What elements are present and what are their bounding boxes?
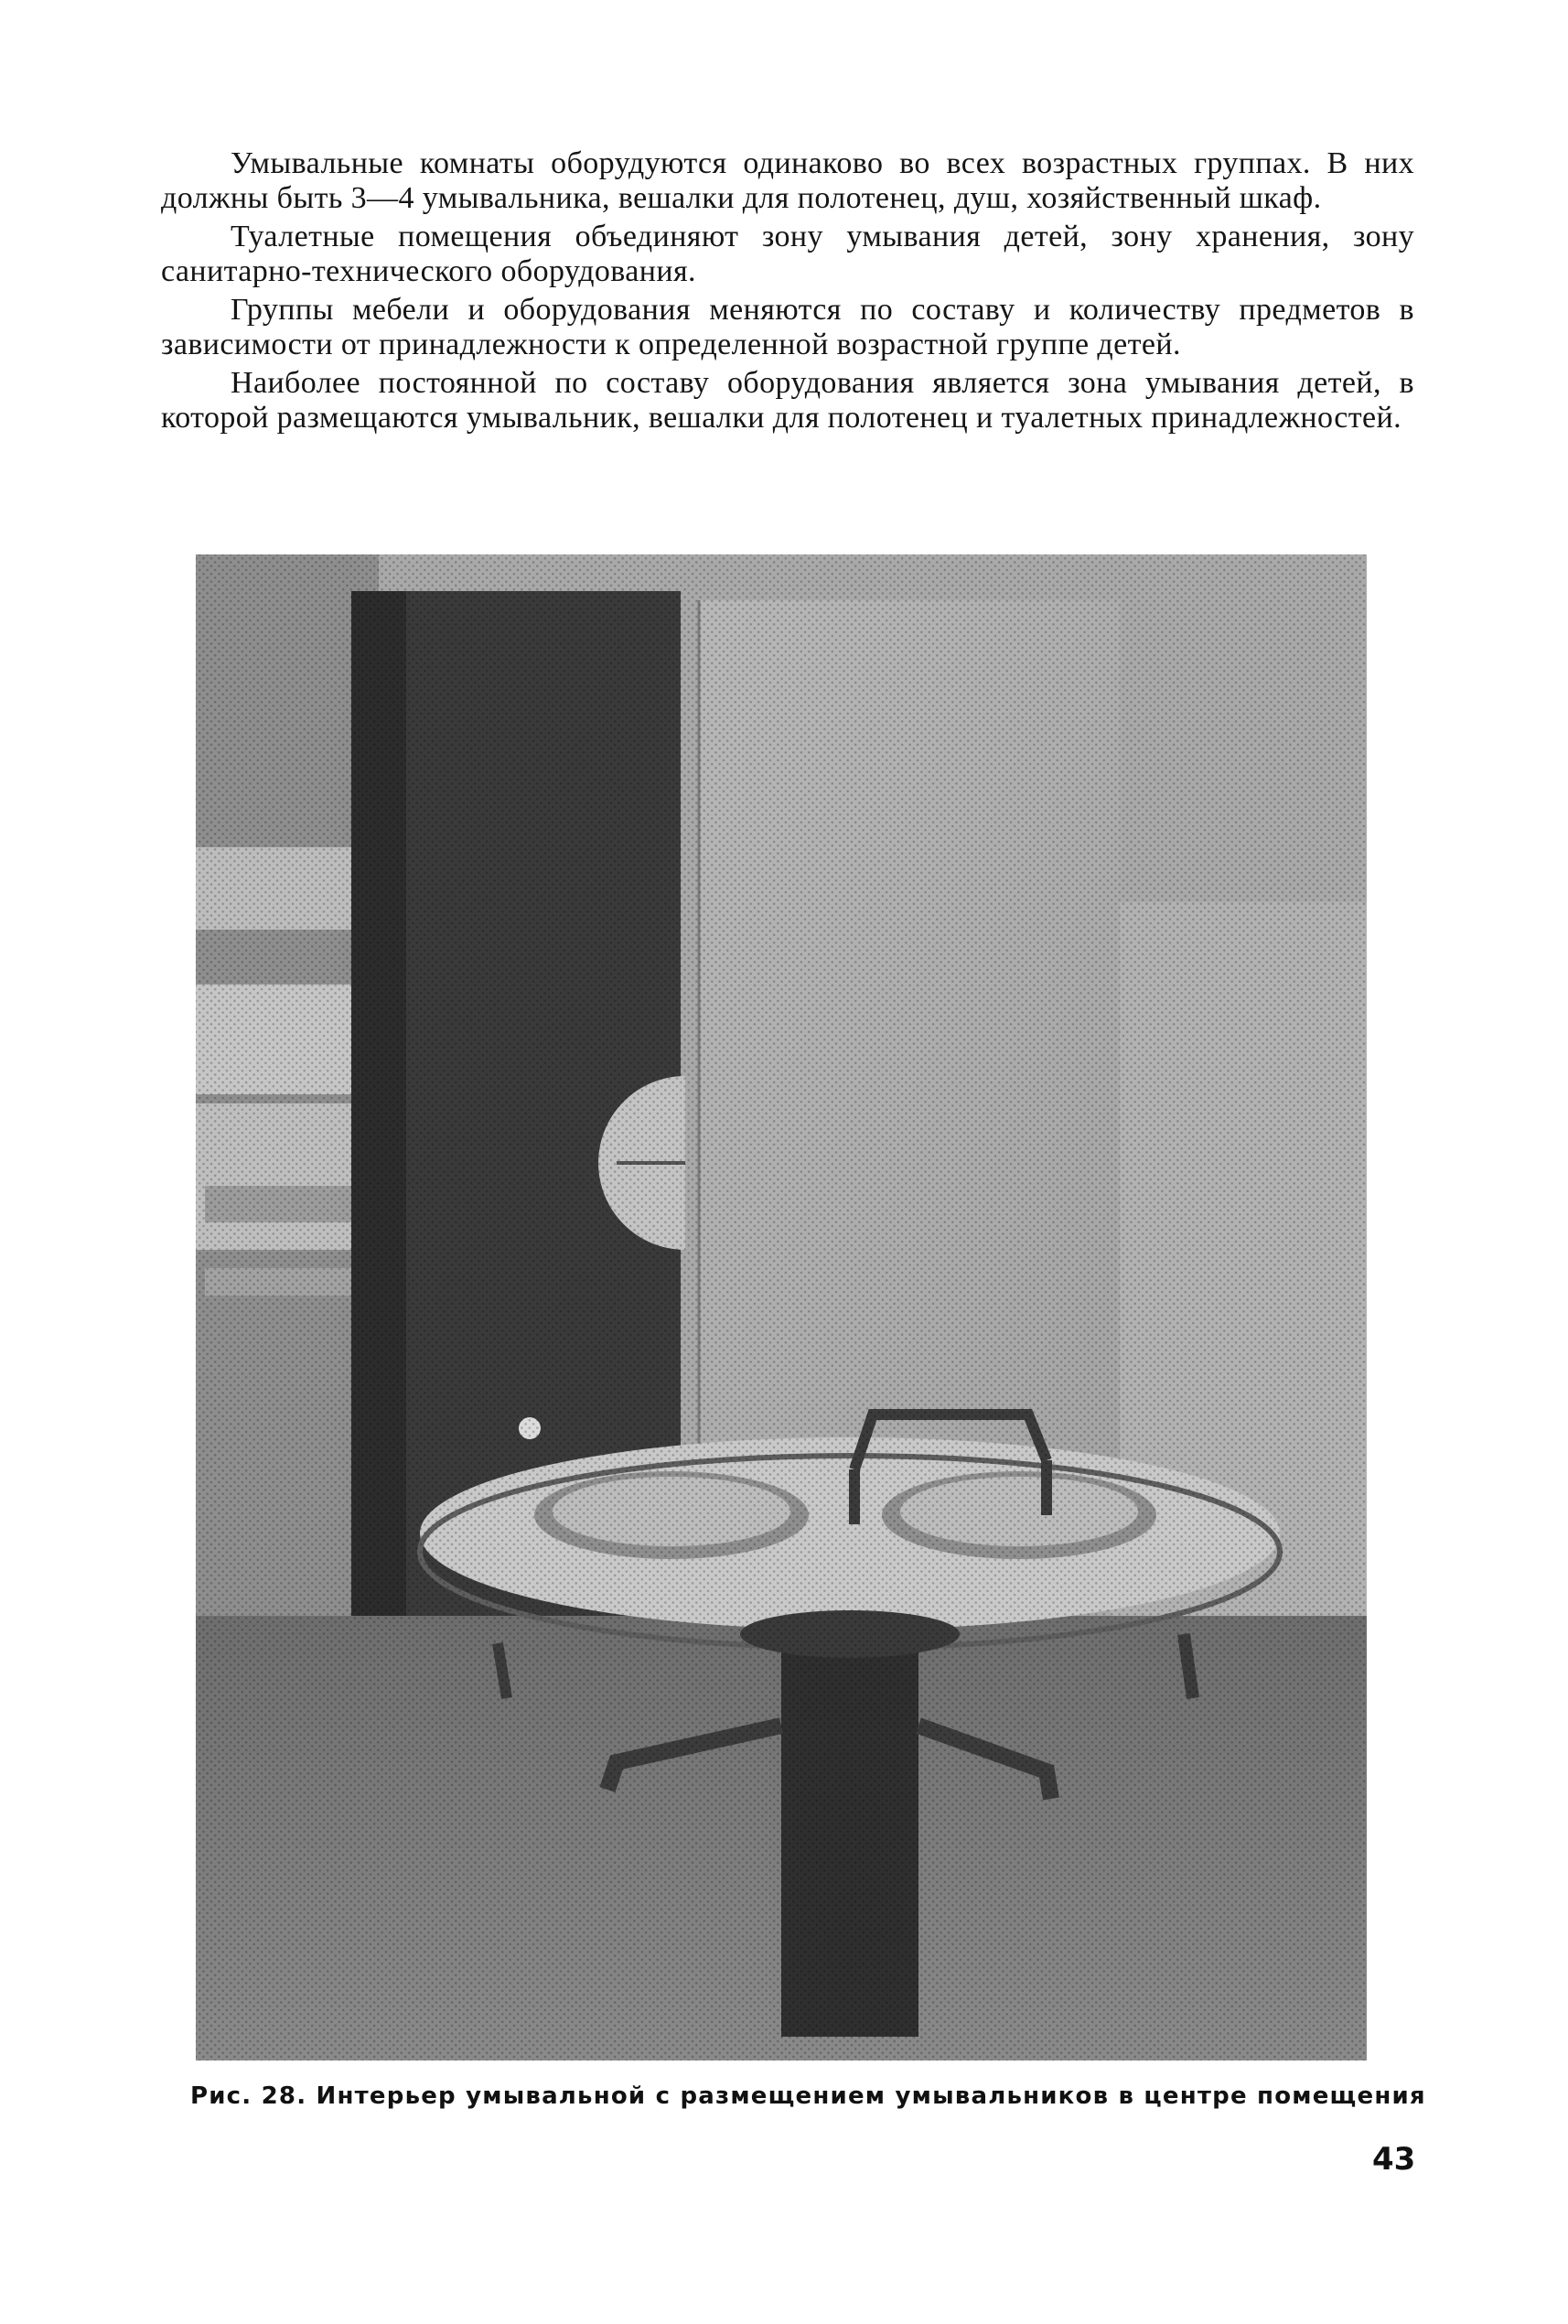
paragraph: Туалетные помещения объединяют зону умывания детей, зону хранения, зону санитарно-технического оборудования. xyxy=(161,220,1414,288)
page-number: 43 xyxy=(1372,2141,1416,2178)
figure-caption: Рис. 28. Интерьер умывальной с размещением умывальников в центре помещения xyxy=(190,2082,1426,2110)
paragraph: Умывальные комнаты оборудуются одинаково во всех возрастных группах. В них должны быть 3—4 умывальника, вешалки для полотенец, душ, хозяйственный шкаф. xyxy=(161,146,1414,215)
washroom-photo xyxy=(196,554,1367,2060)
paragraph: Группы мебели и оборудования меняются по составу и количеству предметов в зависимости от принадлежности к определенной возрастной группе детей. xyxy=(161,293,1414,361)
body-text xyxy=(161,146,1414,436)
paragraph: Наиболее постоянной по составу оборудования является зона умывания детей, в которой размещаются умывальник, вешалки для полотенец и туалетных принадлежностей. xyxy=(161,366,1414,435)
